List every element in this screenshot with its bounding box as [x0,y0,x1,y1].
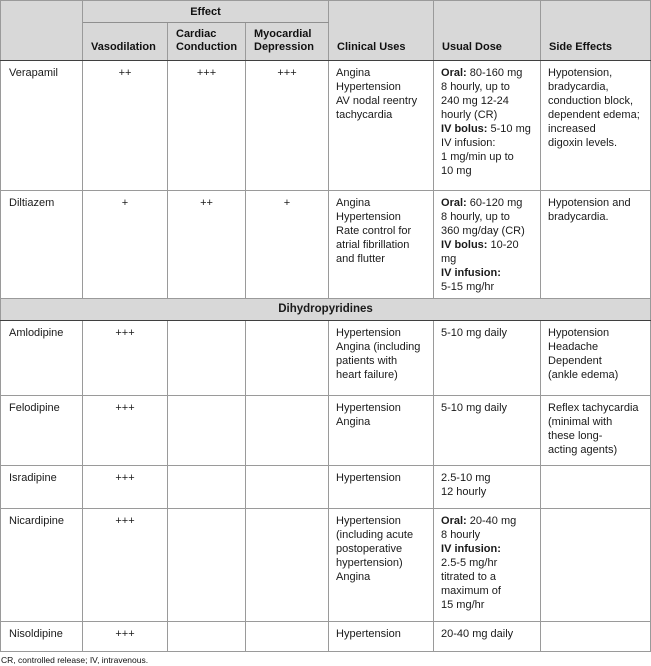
myocardial-depression-cell: +++ [246,61,329,191]
text-line: digoxin levels. [548,137,618,149]
text-line: Hypertension [336,402,401,414]
text-line: (including acute [336,529,414,541]
text-line [441,584,535,598]
text-line [441,150,535,164]
text-line [441,210,535,224]
text-line [441,224,535,238]
clinical-uses-cell [329,191,434,299]
vasodilation-cell: +++ [83,321,168,396]
dose-segment: hourly (CR) [441,109,498,121]
dose-segment: 20-40 mg daily [441,628,514,640]
section-title: Dihydropyridines [1,299,651,321]
text-line [441,401,535,415]
text-line: Hypotension [548,327,610,339]
drug-row [1,509,651,622]
table-header [1,1,651,61]
dose-segment: 12 hourly [441,486,487,498]
text-line [441,556,535,570]
text-line: Hypotension, [548,67,613,79]
side-effects-header: Side Effects [541,1,651,61]
clinical-uses-cell [329,396,434,466]
dose-segment: 240 mg 12-24 [441,95,509,107]
myocardial-depression-cell [246,466,329,509]
text-line [441,528,535,542]
dose-segment: 2.5-10 mg [441,472,491,484]
abbreviation-footnote: CR, controlled release; IV, intravenous. [1,655,149,665]
dose-segment: IV infusion: [441,267,501,279]
dose-segment: 8 hourly, up to [441,81,510,93]
text-line: tachycardia [336,109,393,121]
cardiac-conduction-cell [168,396,246,466]
text-line: these long- [548,430,603,442]
side-effects-cell [541,321,651,396]
dose-segment: 60-120 mg [466,197,523,209]
clinical-uses-cell [329,509,434,622]
drug-name-cell: Isradipine [1,466,83,509]
text-line: and flutter [336,253,385,265]
text-line [441,80,535,94]
clinical-uses-cell [329,321,434,396]
text-line: Angina (including [336,341,421,353]
side-effects-cell [541,466,651,509]
text-line: Dependent [548,355,602,367]
side-effects-cell [541,622,651,652]
text-line [441,66,535,80]
clinical-uses-header: Clinical Uses [329,1,434,61]
usual-dose-cell [434,191,541,299]
vasodilation-cell: +++ [83,466,168,509]
usual-dose-header: Usual Dose [434,1,541,61]
cardiac-conduction-header: Cardiac Conduction [168,23,246,61]
usual-dose-cell [434,61,541,191]
dose-segment: 80-160 mg [466,67,523,79]
drug-row [1,396,651,466]
dose-segment: Oral: [441,197,467,209]
text-line: Hypertension [336,472,401,484]
dose-segment: IV infusion: [441,543,501,555]
usual-dose-cell [434,396,541,466]
vasodilation-cell: +++ [83,396,168,466]
section-row [1,299,651,321]
clinical-uses-cell [329,61,434,191]
cardiac-conduction-cell [168,622,246,652]
text-line: AV nodal reentry [336,95,418,107]
dose-segment: Oral: [441,515,467,527]
text-line: atrial fibrillation [336,239,410,251]
text-line [441,627,535,641]
myocardial-depression-cell [246,321,329,396]
usual-dose-cell [434,509,541,622]
vasodilation-cell: +++ [83,622,168,652]
drug-name-cell: Amlodipine [1,321,83,396]
text-line [441,164,535,178]
dose-segment: 5-10 mg daily [441,402,508,414]
myocardial-depression-header: Myocardial Depression [246,23,329,61]
text-line: Headache [548,341,599,353]
dose-segment: maximum of [441,585,501,597]
usual-dose-cell [434,321,541,396]
text-line: Hypertension [336,211,401,223]
text-line: increased [548,123,596,135]
text-line [441,471,535,485]
dose-segment: 360 mg/day (CR) [441,225,525,237]
text-line: Reflex tachycardia [548,402,639,414]
text-line: dependent edema; [548,109,640,121]
text-line [441,485,535,499]
clinical-uses-cell [329,466,434,509]
dose-segment: Oral: [441,67,467,79]
text-line: patients with [336,355,398,367]
text-line [441,598,535,612]
drug-row [1,466,651,509]
text-line: Angina [336,197,371,209]
dose-segment: 8 hourly, up to [441,211,510,223]
text-line [441,136,535,150]
text-line: Angina [336,67,371,79]
text-line: (minimal with [548,416,613,428]
side-effects-cell [541,191,651,299]
myocardial-depression-cell [246,509,329,622]
side-effects-cell [541,509,651,622]
dose-segment: 15 mg/hr [441,599,485,611]
text-line [441,280,535,294]
text-line [441,326,535,340]
effect-group-header: Effect [83,1,329,23]
dose-segment: IV bolus: [441,239,488,251]
text-line: Hypertension [336,628,401,640]
drug-name-cell: Diltiazem [1,191,83,299]
drug-row [1,321,651,396]
dose-segment: 10 mg [441,165,472,177]
text-line: Hypotension and [548,197,631,209]
text-line [441,514,535,528]
cardiac-conduction-cell [168,321,246,396]
drug-row [1,61,651,191]
myocardial-depression-cell: + [246,191,329,299]
text-line: Angina [336,416,371,428]
text-line [441,122,535,136]
dose-segment: 8 hourly [441,529,481,541]
text-line: heart failure) [336,369,398,381]
text-line [441,108,535,122]
drug-row [1,191,651,299]
text-line: Hypertension [336,81,401,93]
drug-name-cell: Felodipine [1,396,83,466]
text-line: Angina [336,571,371,583]
text-line: bradycardia, [548,81,609,93]
drug-row [1,622,651,652]
text-line [441,196,535,210]
myocardial-depression-cell [246,622,329,652]
usual-dose-cell [434,622,541,652]
drug-name-cell: Nisoldipine [1,622,83,652]
dose-segment: 20-40 mg [466,515,517,527]
text-line [441,570,535,584]
dose-segment: 5-10 mg [487,123,531,135]
text-line [441,238,535,266]
dose-segment: 2.5-5 mg/hr [441,557,498,569]
text-line: Hypertension [336,327,401,339]
text-line [441,266,535,280]
dose-segment: titrated to a [441,571,497,583]
myocardial-depression-cell [246,396,329,466]
drug-name-cell: Verapamil [1,61,83,191]
side-effects-cell [541,61,651,191]
usual-dose-cell [434,466,541,509]
dose-segment: 10-20 mg [441,239,519,265]
text-line: conduction block, [548,95,634,107]
header-row-effect-group [1,1,651,23]
vasodilation-cell: ++ [83,61,168,191]
vasodilation-header: Vasodilation [83,23,168,61]
dose-segment: 5-15 mg/hr [441,281,495,293]
cardiac-conduction-cell [168,509,246,622]
drug-name-cell: Nicardipine [1,509,83,622]
text-line: Hypertension [336,515,401,527]
text-line: postoperative [336,543,403,555]
text-line: bradycardia. [548,211,609,223]
text-line: acting agents) [548,444,618,456]
vasodilation-cell: + [83,191,168,299]
text-line: Rate control for [336,225,412,237]
text-line [441,542,535,556]
text-line: (ankle edema) [548,369,619,381]
cardiac-conduction-cell: ++ [168,191,246,299]
cardiac-conduction-cell [168,466,246,509]
cardiac-conduction-cell: +++ [168,61,246,191]
text-line: hypertension) [336,557,403,569]
dose-segment: IV bolus: [441,123,488,135]
dose-segment: 5-10 mg daily [441,327,508,339]
table-body [1,61,651,652]
drug-name-column-header [1,1,83,61]
dose-segment: IV infusion: [441,137,496,149]
clinical-uses-cell [329,622,434,652]
side-effects-cell [541,396,651,466]
vasodilation-cell: +++ [83,509,168,622]
dose-segment: 1 mg/min up to [441,151,514,163]
text-line [441,94,535,108]
